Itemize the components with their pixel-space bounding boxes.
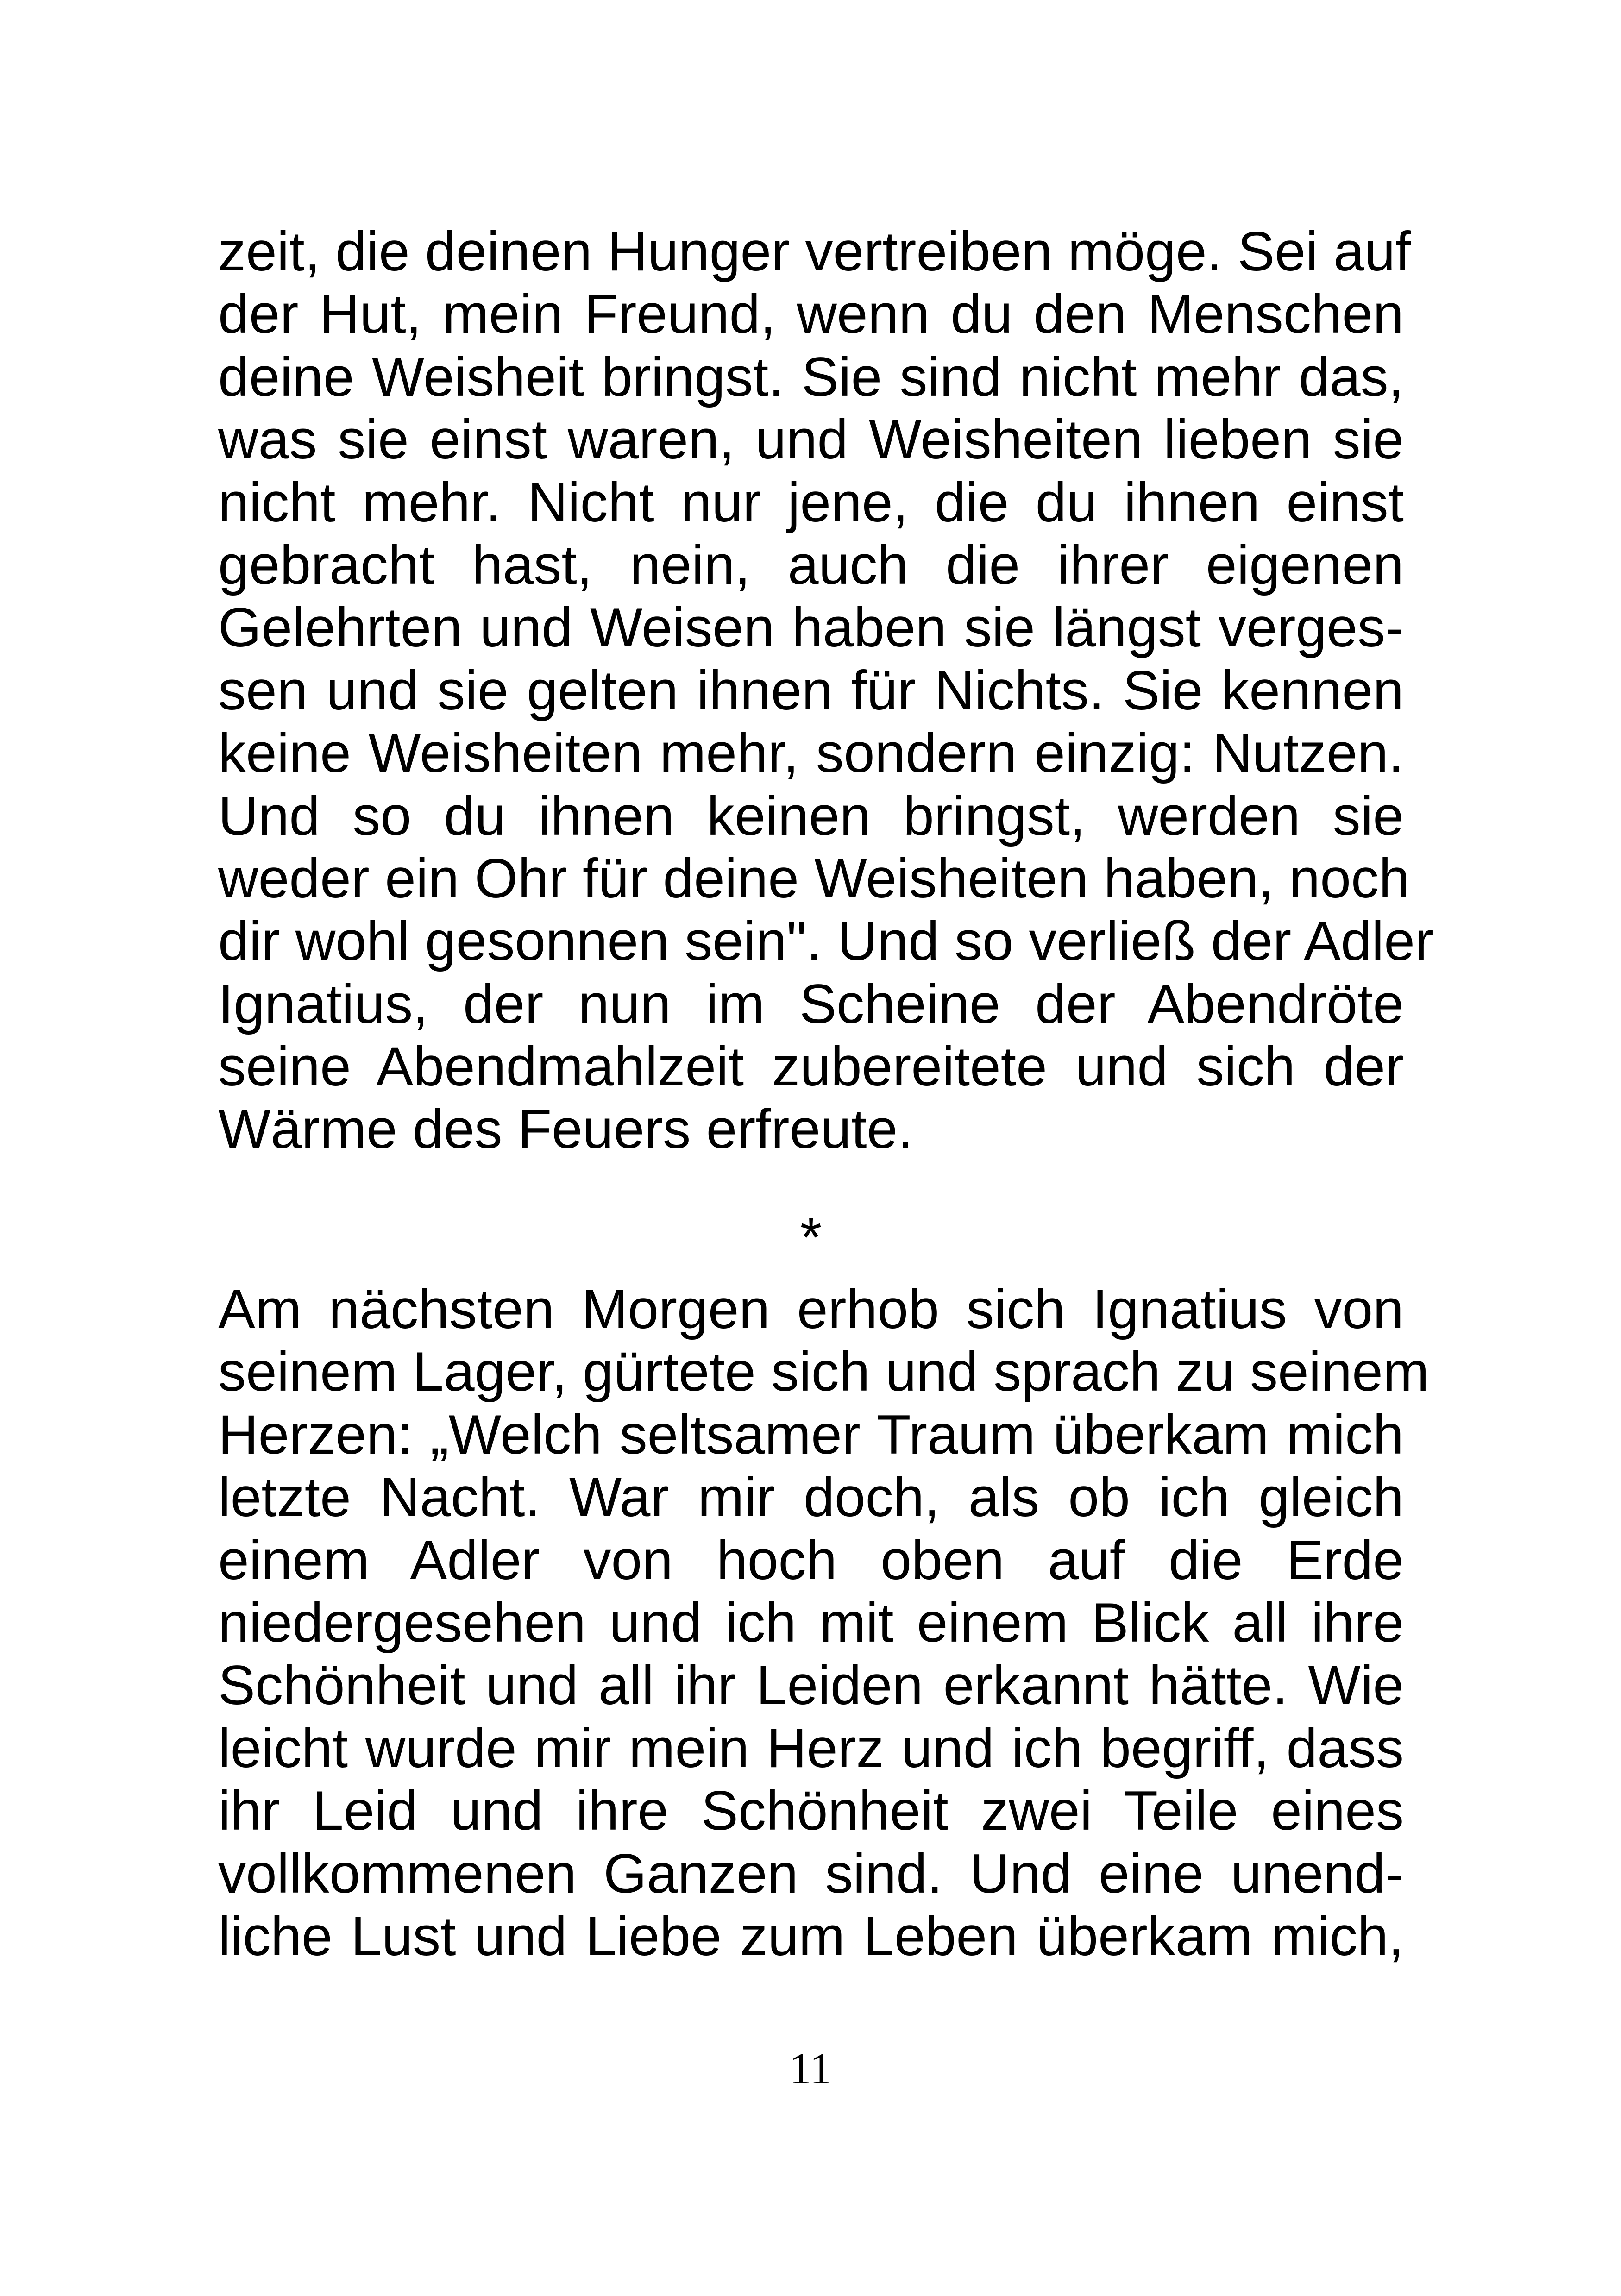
text-line: vollkommenen Ganzen sind. Und eine unend-: [218, 1842, 1404, 1905]
text-line: ihr Leid und ihre Schönheit zwei Teile eines: [218, 1780, 1404, 1842]
text-line: was sie einst waren, und Weisheiten lieben sie: [218, 408, 1404, 471]
text-line: Und so du ihnen keinen bringst, werden sie: [218, 784, 1404, 847]
text-line: deine Weisheit bringst. Sie sind nicht mehr das,: [218, 345, 1404, 408]
text-line: Herzen: „Welch seltsamer Traum überkam mich: [218, 1403, 1404, 1466]
page-number: 11: [789, 2044, 832, 2093]
text-line: gebracht hast, nein, auch die ihrer eigenen: [218, 533, 1404, 596]
text-line: einem Adler von hoch oben auf die Erde: [218, 1529, 1404, 1591]
text-line: letzte Nacht. War mir doch, als ob ich gleich: [218, 1466, 1404, 1529]
text-line: liche Lust und Liebe zum Leben überkam mich,: [218, 1905, 1404, 1967]
text-line: zeit, die deinen Hunger vertreiben möge. Sei auf: [218, 220, 1411, 282]
text-line: seinem Lager, gürtete sich und sprach zu seinem: [218, 1341, 1429, 1403]
paragraph-2: [218, 1278, 1429, 1968]
text-line: nicht mehr. Nicht nur jene, die du ihnen einst: [218, 471, 1404, 533]
paragraph-1: [218, 220, 1434, 1161]
text-line: keine Weisheiten mehr, sondern einzig: Nutzen.: [218, 722, 1404, 784]
text-line: Am nächsten Morgen erhob sich Ignatius von: [218, 1278, 1404, 1340]
text-line: niedergesehen und ich mit einem Blick all ihre: [218, 1591, 1404, 1654]
text-line: seine Abendmahlzeit zubereitete und sich der: [218, 1035, 1404, 1098]
text-line: Ignatius, der nun im Scheine der Abendröte: [218, 972, 1404, 1035]
text-line: leicht wurde mir mein Herz und ich begriff, dass: [218, 1717, 1404, 1779]
text-line: dir wohl gesonnen sein". Und so verließ der Adler: [218, 910, 1434, 972]
text-line: Wärme des Feuers erfreute.: [218, 1098, 913, 1161]
text-line: sen und sie gelten ihnen für Nichts. Sie kennen: [218, 659, 1404, 721]
text-line: weder ein Ohr für deine Weisheiten haben, noch: [218, 847, 1410, 910]
text-line: Schönheit und all ihr Leiden erkannt hätte. Wie: [218, 1654, 1404, 1717]
section-separator: *: [800, 1206, 822, 1268]
text-line: der Hut, mein Freund, wenn du den Menschen: [218, 283, 1404, 345]
text-line: Gelehrten und Weisen haben sie längst verges-: [218, 596, 1404, 659]
